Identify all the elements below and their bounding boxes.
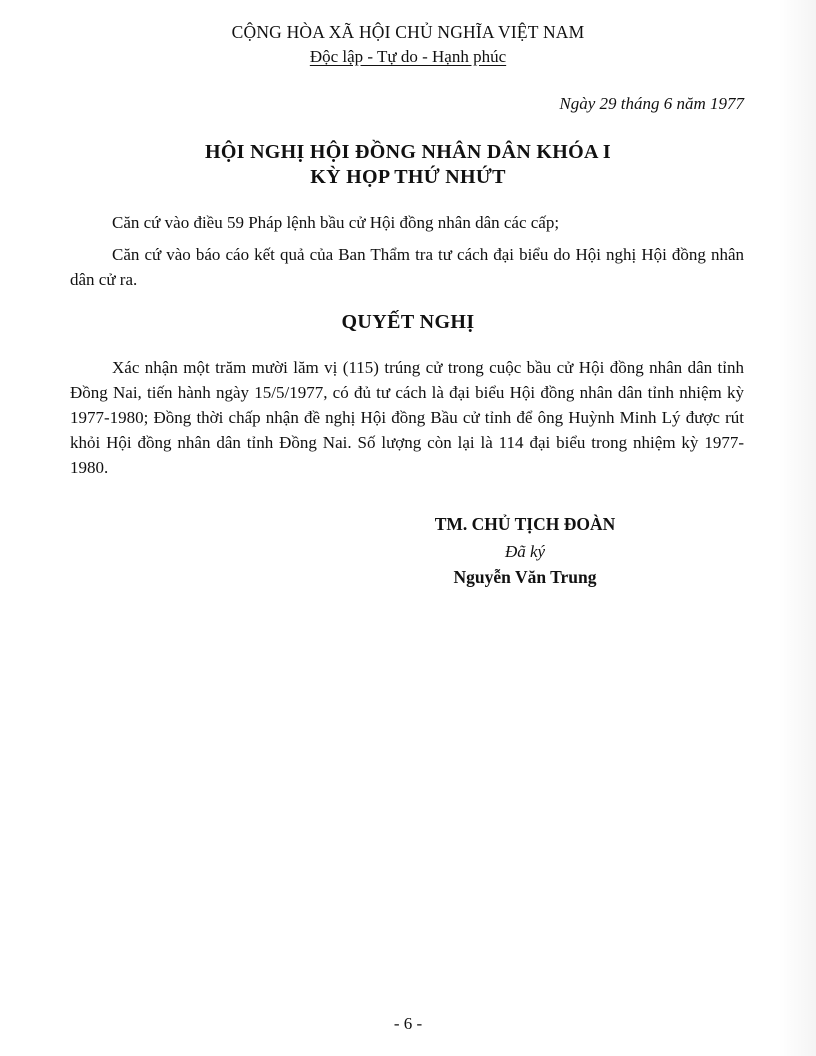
national-title: CỘNG HÒA XÃ HỘI CHỦ NGHĨA VIỆT NAM bbox=[231, 22, 585, 42]
page-number: - 6 - bbox=[393, 1014, 423, 1033]
signature-signed-note: Đã ký bbox=[504, 542, 546, 561]
legal-basis-2: Căn cứ vào báo cáo kết quả của Ban Thẩm tra tư cách đại biểu do Hội nghị Hội đồng nhân dân cử ra. bbox=[70, 245, 744, 289]
document-date: Ngày 29 tháng 6 năm 1977 bbox=[559, 94, 744, 113]
legal-basis-1: Căn cứ vào điều 59 Pháp lệnh bầu cử Hội đồng nhân dân các cấp; bbox=[112, 213, 560, 232]
signer-name: Nguyễn Văn Trung bbox=[453, 567, 597, 587]
signature-title: TM. CHỦ TỊCH ĐOÀN bbox=[434, 514, 616, 534]
document-title-line-1: HỘI NGHỊ HỘI ĐỒNG NHÂN DÂN KHÓA I bbox=[204, 141, 612, 163]
motto-text: Độc lập - Tự do - Hạnh phúc bbox=[309, 47, 507, 66]
national-motto bbox=[0, 47, 816, 67]
resolution-body: Xác nhận một trăm mười lăm vị (115) trúng cử trong cuộc bầu cử Hội đồng nhân dân tỉnh Đồng Nai, tiến hành ngày 15/5/1977, có đủ tư cách là đại biểu Hội đồng nhân dân tỉnh nhiệm kỳ 1977-1980; Đồng thời chấp nhận đề nghị Hội đồng Bầu cử tỉnh để ông Huỳnh Minh Lý được rút khỏi Hội đồng nhân dân tỉnh Đồng Nai. Số lượng còn lại là 114 đại biểu trong nhiệm kỳ 1977-1980. bbox=[70, 358, 744, 477]
resolution-heading: QUYẾT NGHỊ bbox=[341, 311, 475, 333]
document-title-line-2: KỲ HỌP THỨ NHỨT bbox=[310, 166, 506, 188]
